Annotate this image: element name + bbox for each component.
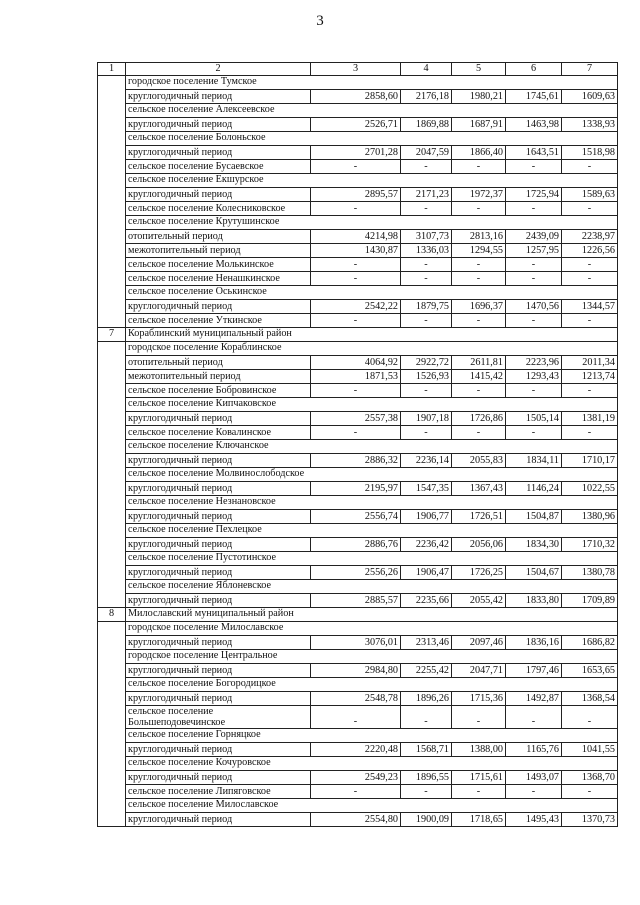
value-cell: - <box>311 706 401 729</box>
value-cell: 1518,98 <box>562 146 618 160</box>
table-header-row <box>98 63 618 76</box>
settlement-name: сельское поселение Алексеевское <box>126 104 618 118</box>
table-row <box>98 454 618 468</box>
value-cell: 1710,32 <box>562 538 618 552</box>
settlement-name: сельское поселение Липяговское <box>126 785 311 799</box>
period-label: круглогодичный период <box>126 118 311 132</box>
value-cell: 3076,01 <box>311 636 401 650</box>
table-row <box>98 272 618 286</box>
value-cell: 1687,91 <box>452 118 506 132</box>
value-cell: - <box>311 426 401 440</box>
value-cell: 2548,78 <box>311 692 401 706</box>
value-cell: 2556,74 <box>311 510 401 524</box>
value-cell: 1834,30 <box>506 538 562 552</box>
value-cell: 2220,48 <box>311 743 401 757</box>
value-cell: 1368,70 <box>562 771 618 785</box>
settlement-name: городское поселение Центральное <box>126 650 618 664</box>
table-row <box>98 342 618 356</box>
period-label: круглогодичный период <box>126 146 311 160</box>
header-cell: 7 <box>562 63 618 76</box>
value-cell: 2236,42 <box>401 538 452 552</box>
value-cell: 1696,37 <box>452 300 506 314</box>
value-cell: 1879,75 <box>401 300 452 314</box>
table-row <box>98 216 618 230</box>
settlement-name: сельское поселение Пехлецкое <box>126 524 618 538</box>
table-row <box>98 328 618 342</box>
value-cell: 1900,09 <box>401 813 452 827</box>
value-cell: 2235,66 <box>401 594 452 608</box>
value-cell: - <box>452 272 506 286</box>
settlement-name: сельское поселение Кипчаковское <box>126 398 618 412</box>
value-cell: 1871,53 <box>311 370 401 384</box>
table-row <box>98 678 618 692</box>
period-label: круглогодичный период <box>126 566 311 580</box>
table-row <box>98 566 618 580</box>
value-cell: 1370,73 <box>562 813 618 827</box>
value-cell: 1338,93 <box>562 118 618 132</box>
value-cell: - <box>311 258 401 272</box>
period-label: круглогодичный период <box>126 594 311 608</box>
value-cell: 2813,16 <box>452 230 506 244</box>
table-row <box>98 286 618 300</box>
value-cell: 2526,71 <box>311 118 401 132</box>
value-cell: 1368,54 <box>562 692 618 706</box>
value-cell: 4214,98 <box>311 230 401 244</box>
table-row <box>98 580 618 594</box>
value-cell: 1718,65 <box>452 813 506 827</box>
value-cell: 1293,43 <box>506 370 562 384</box>
table-row <box>98 440 618 454</box>
value-cell: 1226,56 <box>562 244 618 258</box>
district-number-cell <box>98 342 126 608</box>
value-cell: 2176,18 <box>401 90 452 104</box>
district-number-cell <box>98 622 126 827</box>
value-cell: 1344,57 <box>562 300 618 314</box>
value-cell: - <box>562 706 618 729</box>
value-cell: 1715,61 <box>452 771 506 785</box>
value-cell: 1022,55 <box>562 482 618 496</box>
value-cell: 2236,14 <box>401 454 452 468</box>
table-row <box>98 384 618 398</box>
value-cell: 1526,93 <box>401 370 452 384</box>
table-row <box>98 622 618 636</box>
district-name: Кораблинский муниципальный район <box>126 328 618 342</box>
header-cell: 4 <box>401 63 452 76</box>
settlement-name: сельское поселение Уткинское <box>126 314 311 328</box>
settlement-name: сельское поселение Богородицкое <box>126 678 618 692</box>
table-row <box>98 594 618 608</box>
value-cell: 2195,97 <box>311 482 401 496</box>
table-row <box>98 729 618 743</box>
settlement-name: сельское поселение Горняцкое <box>126 729 618 743</box>
value-cell: - <box>562 202 618 216</box>
value-cell: 1336,03 <box>401 244 452 258</box>
value-cell: 1709,89 <box>562 594 618 608</box>
table-row <box>98 496 618 510</box>
value-cell: - <box>506 785 562 799</box>
table-row <box>98 468 618 482</box>
value-cell: 1745,61 <box>506 90 562 104</box>
settlement-name: сельское поселение Болоньское <box>126 132 618 146</box>
value-cell: 2055,42 <box>452 594 506 608</box>
value-cell: 2047,59 <box>401 146 452 160</box>
table-row <box>98 258 618 272</box>
settlement-name: сельское поселение Ключанское <box>126 440 618 454</box>
table-row <box>98 202 618 216</box>
header-cell: 1 <box>98 63 126 76</box>
value-cell: 1257,95 <box>506 244 562 258</box>
value-cell: 4064,92 <box>311 356 401 370</box>
value-cell: - <box>311 272 401 286</box>
value-cell: 1165,76 <box>506 743 562 757</box>
value-cell: 1906,77 <box>401 510 452 524</box>
table-row <box>98 412 618 426</box>
value-cell: - <box>506 314 562 328</box>
value-cell: - <box>401 258 452 272</box>
value-cell: 1836,16 <box>506 636 562 650</box>
value-cell: - <box>506 384 562 398</box>
table-row <box>98 146 618 160</box>
table-row <box>98 300 618 314</box>
period-label: межотопительный период <box>126 244 311 258</box>
settlement-name: сельское поселение Бобровинское <box>126 384 311 398</box>
value-cell: - <box>562 160 618 174</box>
value-cell: 2611,81 <box>452 356 506 370</box>
value-cell: 2984,80 <box>311 664 401 678</box>
value-cell: 1726,86 <box>452 412 506 426</box>
settlement-name: сельское поселение Пустотинское <box>126 552 618 566</box>
settlement-name: городское поселение Милославское <box>126 622 618 636</box>
value-cell: - <box>506 202 562 216</box>
table-row <box>98 230 618 244</box>
value-cell: 1495,43 <box>506 813 562 827</box>
value-cell: - <box>562 384 618 398</box>
period-label: круглогодичный период <box>126 813 311 827</box>
settlement-name: сельское поселение Молькинское <box>126 258 311 272</box>
value-cell: 1833,80 <box>506 594 562 608</box>
value-cell: - <box>562 426 618 440</box>
table-row <box>98 482 618 496</box>
value-cell: 1725,94 <box>506 188 562 202</box>
period-label: круглогодичный период <box>126 771 311 785</box>
value-cell: 1367,43 <box>452 482 506 496</box>
table-row <box>98 799 618 813</box>
value-cell: - <box>506 706 562 729</box>
period-label: отопительный период <box>126 230 311 244</box>
value-cell: 1907,18 <box>401 412 452 426</box>
value-cell: 2886,32 <box>311 454 401 468</box>
value-cell: - <box>401 202 452 216</box>
value-cell: 1463,98 <box>506 118 562 132</box>
value-cell: 2886,76 <box>311 538 401 552</box>
district-number: 7 <box>98 328 126 342</box>
value-cell: - <box>311 314 401 328</box>
value-cell: - <box>562 272 618 286</box>
header-cell: 3 <box>311 63 401 76</box>
value-cell: 2557,38 <box>311 412 401 426</box>
value-cell: 1430,87 <box>311 244 401 258</box>
settlement-name: городское поселение Тумское <box>126 76 618 90</box>
value-cell: 2223,96 <box>506 356 562 370</box>
settlement-name: сельское поселение Крутушинское <box>126 216 618 230</box>
value-cell: 1710,17 <box>562 454 618 468</box>
value-cell: 1041,55 <box>562 743 618 757</box>
value-cell: 1415,42 <box>452 370 506 384</box>
page-number: 3 <box>316 13 324 29</box>
value-cell: 2097,46 <box>452 636 506 650</box>
value-cell: 2542,22 <box>311 300 401 314</box>
value-cell: 1504,67 <box>506 566 562 580</box>
settlement-name: городское поселение Кораблинское <box>126 342 618 356</box>
value-cell: 3107,73 <box>401 230 452 244</box>
value-cell: - <box>311 160 401 174</box>
settlement-name: сельское поселение Колесниковское <box>126 202 311 216</box>
value-cell: - <box>452 202 506 216</box>
table-row <box>98 538 618 552</box>
period-label: отопительный период <box>126 356 311 370</box>
table-row <box>98 650 618 664</box>
table-row <box>98 90 618 104</box>
period-label: круглогодичный период <box>126 188 311 202</box>
value-cell: - <box>562 258 618 272</box>
value-cell: 1505,14 <box>506 412 562 426</box>
value-cell: 2895,57 <box>311 188 401 202</box>
period-label: круглогодичный период <box>126 482 311 496</box>
value-cell: 1643,51 <box>506 146 562 160</box>
value-cell: 2701,28 <box>311 146 401 160</box>
settlement-name: сельское поселение Оськинское <box>126 286 618 300</box>
table-row <box>98 743 618 757</box>
district-number-cell <box>98 76 126 328</box>
period-label: круглогодичный период <box>126 300 311 314</box>
table-row <box>98 370 618 384</box>
table-row <box>98 426 618 440</box>
value-cell: - <box>401 785 452 799</box>
period-label: круглогодичный период <box>126 538 311 552</box>
value-cell: - <box>401 706 452 729</box>
table-row <box>98 524 618 538</box>
value-cell: - <box>452 160 506 174</box>
settlement-name: сельское поселение Екшурское <box>126 174 618 188</box>
value-cell: 1547,35 <box>401 482 452 496</box>
value-cell: 1381,19 <box>562 412 618 426</box>
value-cell: - <box>401 426 452 440</box>
table-row <box>98 104 618 118</box>
settlement-name: сельское поселение Бусаевское <box>126 160 311 174</box>
value-cell: 1609,63 <box>562 90 618 104</box>
table-row <box>98 356 618 370</box>
value-cell: - <box>506 426 562 440</box>
value-cell: 1213,74 <box>562 370 618 384</box>
table-row <box>98 552 618 566</box>
value-cell: - <box>311 384 401 398</box>
table-row <box>98 118 618 132</box>
header-cell: 6 <box>506 63 562 76</box>
value-cell: - <box>562 785 618 799</box>
value-cell: 1906,47 <box>401 566 452 580</box>
value-cell: 1715,36 <box>452 692 506 706</box>
settlement-name: сельское поселение Ковалинское <box>126 426 311 440</box>
value-cell: 2255,42 <box>401 664 452 678</box>
value-cell: 2047,71 <box>452 664 506 678</box>
value-cell: 2554,80 <box>311 813 401 827</box>
district-name: Милославский муниципальный район <box>126 608 618 622</box>
value-cell: 2439,09 <box>506 230 562 244</box>
settlement-name: сельское поселение Кочуровское <box>126 757 618 771</box>
value-cell: - <box>562 314 618 328</box>
table-row <box>98 314 618 328</box>
value-cell: 1869,88 <box>401 118 452 132</box>
period-label: круглогодичный период <box>126 743 311 757</box>
value-cell: 1589,63 <box>562 188 618 202</box>
value-cell: 1797,46 <box>506 664 562 678</box>
value-cell: 2171,23 <box>401 188 452 202</box>
table-row <box>98 706 618 729</box>
value-cell: 1493,07 <box>506 771 562 785</box>
period-label: круглогодичный период <box>126 90 311 104</box>
value-cell: 1504,87 <box>506 510 562 524</box>
value-cell: 1294,55 <box>452 244 506 258</box>
value-cell: - <box>311 785 401 799</box>
table-row <box>98 771 618 785</box>
table-row <box>98 132 618 146</box>
value-cell: - <box>506 258 562 272</box>
settlement-name: сельское поселение Незнановское <box>126 496 618 510</box>
value-cell: 2055,83 <box>452 454 506 468</box>
value-cell: 2885,57 <box>311 594 401 608</box>
table-row <box>98 785 618 799</box>
table-row <box>98 636 618 650</box>
value-cell: - <box>452 426 506 440</box>
value-cell: 2556,26 <box>311 566 401 580</box>
value-cell: 1380,78 <box>562 566 618 580</box>
value-cell: 2313,46 <box>401 636 452 650</box>
value-cell: - <box>401 272 452 286</box>
value-cell: - <box>452 384 506 398</box>
value-cell: - <box>401 384 452 398</box>
settlement-name: сельское поселение Большеподовечинское <box>126 706 311 729</box>
period-label: круглогодичный период <box>126 510 311 524</box>
value-cell: 2056,06 <box>452 538 506 552</box>
table-row <box>98 398 618 412</box>
value-cell: 1726,25 <box>452 566 506 580</box>
table-row <box>98 664 618 678</box>
settlement-name: сельское поселение Яблоневское <box>126 580 618 594</box>
value-cell: 2011,34 <box>562 356 618 370</box>
district-number: 8 <box>98 608 126 622</box>
period-label: круглогодичный период <box>126 664 311 678</box>
value-cell: 1146,24 <box>506 482 562 496</box>
table-row <box>98 510 618 524</box>
table-row <box>98 244 618 258</box>
value-cell: 2858,60 <box>311 90 401 104</box>
table-row <box>98 174 618 188</box>
period-label: круглогодичный период <box>126 692 311 706</box>
value-cell: - <box>311 202 401 216</box>
table-row <box>98 160 618 174</box>
header-cell: 2 <box>126 63 311 76</box>
period-label: межотопительный период <box>126 370 311 384</box>
value-cell: - <box>506 160 562 174</box>
value-cell: - <box>401 160 452 174</box>
value-cell: 1470,56 <box>506 300 562 314</box>
value-cell: - <box>401 314 452 328</box>
value-cell: 1568,71 <box>401 743 452 757</box>
value-cell: - <box>452 706 506 729</box>
value-cell: 1492,87 <box>506 692 562 706</box>
value-cell: 1388,00 <box>452 743 506 757</box>
value-cell: 2549,23 <box>311 771 401 785</box>
value-cell: 1686,82 <box>562 636 618 650</box>
period-label: круглогодичный период <box>126 412 311 426</box>
value-cell: 1834,11 <box>506 454 562 468</box>
value-cell: - <box>452 785 506 799</box>
value-cell: 1726,51 <box>452 510 506 524</box>
value-cell: 1653,65 <box>562 664 618 678</box>
value-cell: - <box>452 314 506 328</box>
table-row <box>98 76 618 90</box>
value-cell: 1896,26 <box>401 692 452 706</box>
period-label: круглогодичный период <box>126 454 311 468</box>
value-cell: 2922,72 <box>401 356 452 370</box>
header-cell: 5 <box>452 63 506 76</box>
value-cell: 1972,37 <box>452 188 506 202</box>
value-cell: 1980,21 <box>452 90 506 104</box>
value-cell: 2238,97 <box>562 230 618 244</box>
settlement-name: сельское поселение Ненашкинское <box>126 272 311 286</box>
value-cell: 1896,55 <box>401 771 452 785</box>
table-row <box>98 757 618 771</box>
settlement-name: сельское поселение Милославское <box>126 799 618 813</box>
settlement-name: сельское поселение Молвинослободское <box>126 468 618 482</box>
value-cell: - <box>452 258 506 272</box>
value-cell: - <box>506 272 562 286</box>
value-cell: 1380,96 <box>562 510 618 524</box>
table-row <box>98 188 618 202</box>
table-row <box>98 608 618 622</box>
table-row <box>98 692 618 706</box>
value-cell: 1866,40 <box>452 146 506 160</box>
tariff-table <box>97 62 618 827</box>
table-row <box>98 813 618 827</box>
period-label: круглогодичный период <box>126 636 311 650</box>
